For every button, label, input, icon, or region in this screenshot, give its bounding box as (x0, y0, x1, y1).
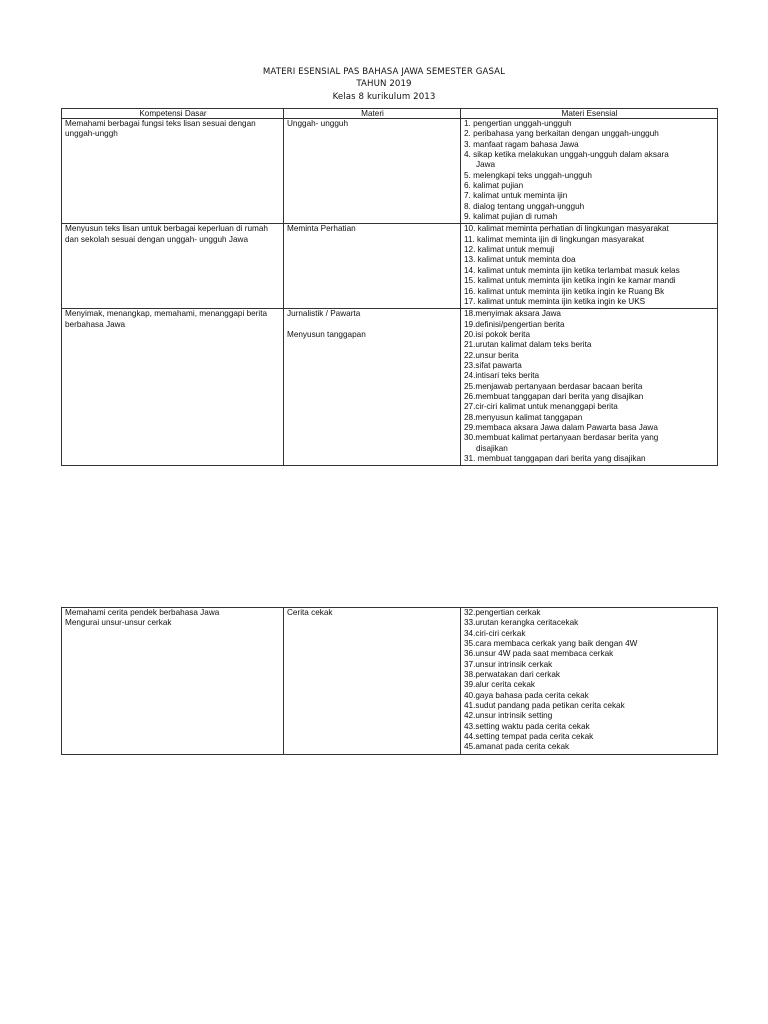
list-item: 17. kalimat untuk meminta ijin ketika ingin ke UKS (464, 296, 646, 306)
list-item: 44.setting tempat pada cerita cekak (464, 732, 594, 742)
list-item: 35.cara membaca cerkak yang baik dengan 4W (464, 639, 638, 649)
list-item: 32.pengertian cerkak (464, 608, 541, 617)
list-item: 27.cir-ciri kalimat untuk menanggapi berita (464, 402, 618, 412)
kd-text: Menyimak, menangkap, memahami, menanggapi berita berbahasa Jawa (65, 309, 268, 329)
materi-table-1 (61, 108, 718, 466)
kd-text: Mengurai unsur-unsur cerkak (65, 618, 172, 628)
list-item: 30.membuat kalimat pertanyaan berdasar berita yang (464, 433, 659, 443)
list-item: 31. membuat tanggapan dari berita yang disajikan (464, 454, 646, 463)
materi-text: Jurnalistik / Pawarta (287, 309, 361, 319)
list-item: 14. kalimat untuk meminta ijin ketika terlambat masuk kelas (464, 265, 680, 275)
list-item: 42.unsur intrinsik setting (464, 711, 553, 721)
materi-table-2 (61, 607, 718, 755)
esensial-list (464, 309, 715, 464)
list-item-continuation: disajikan (476, 443, 508, 453)
esensial-cell (461, 119, 718, 224)
list-item: 18.menyimak aksara Jawa (464, 309, 561, 319)
list-item: 3. manfaat ragam bahasa Jawa (464, 139, 579, 149)
list-item: 40.gaya bahasa pada cerita cekak (464, 690, 589, 700)
esensial-list (464, 224, 715, 307)
kd-cell (62, 119, 284, 224)
kd-cell (62, 608, 284, 755)
esensial-list (464, 119, 715, 222)
list-item: 16. kalimat untuk meminta ijin ketika ingin ke Ruang Bk (464, 286, 665, 296)
header-materi: Materi (284, 109, 461, 119)
materi-text: Cerita cekak (287, 608, 333, 617)
list-item: 34.ciri-ciri cerkak (464, 628, 526, 638)
document-title (0, 66, 768, 103)
list-item: 28.menyusun kalimat tanggapan (464, 412, 583, 422)
list-item: 21.urutan kalimat dalam teks berita (464, 340, 592, 350)
title-line-2: TAHUN 2019 (356, 79, 412, 90)
table-row (62, 224, 718, 309)
kd-text: Memahami cerita pendek berbahasa Jawa (65, 608, 220, 617)
materi-cell (284, 119, 461, 224)
list-item: 19.definisi/pengertian berita (464, 319, 565, 329)
list-item: 43.setting waktu pada cerita cekak (464, 721, 590, 731)
table-header-row (62, 109, 718, 119)
list-item: 13. kalimat untuk meminta doa (464, 255, 576, 265)
list-item: 12. kalimat untuk memuji (464, 245, 555, 255)
materi-text: Meminta Perhatian (287, 224, 356, 234)
title-line-3: Kelas 8 kurikulum 2013 (332, 91, 436, 102)
list-item: 23.sifat pawarta (464, 360, 522, 370)
list-item: 9. kalimat pujian di rumah (464, 212, 558, 222)
list-item: 36.unsur 4W pada saat membaca cerkak (464, 649, 614, 659)
list-item: 37.unsur intrinsik cerkak (464, 659, 553, 669)
materi-cell (284, 224, 461, 309)
kd-text: Memahami berbagai fungsi teks lisan sesuai dengan unggah-unggh (65, 119, 256, 139)
materi-cell (284, 608, 461, 755)
kd-text: Menyusun teks lisan untuk berbagai keperluan di rumah dan sekolah sesuai dengan unggah- ungguh Jawa (65, 224, 268, 244)
list-item: 1. pengertian unggah-ungguh (464, 119, 572, 128)
list-item: 29.membaca aksara Jawa dalam Pawarta basa Jawa (464, 422, 658, 432)
list-item: 11. kalimat meminta ijin di lingkungan masyarakat (464, 234, 645, 244)
materi-cell (284, 309, 461, 466)
list-item: 38.perwatakan dari cerkak (464, 670, 561, 680)
esensial-cell (461, 608, 718, 755)
list-item-continuation: Jawa (476, 160, 496, 170)
list-item: 5. melengkapi teks unggah-ungguh (464, 170, 592, 180)
table-row (62, 119, 718, 224)
list-item: 33.urutan kerangka ceritacekak (464, 618, 579, 628)
title-line-1: MATERI ESENSIAL PAS BAHASA JAWA SEMESTER GASAL (262, 67, 506, 77)
header-materi-esensial: Materi Esensial (461, 109, 718, 119)
list-item: 10. kalimat meminta perhatian di lingkungan masyarakat (464, 224, 669, 234)
list-item: 25.menjawab pertanyaan berdasar bacaan berita (464, 381, 643, 391)
materi-text: Menyusun tanggapan (287, 329, 366, 339)
list-item: 8. dialog tentang unggah-ungguh (464, 201, 585, 211)
kd-cell (62, 309, 284, 466)
table-row (62, 608, 718, 755)
esensial-cell (461, 309, 718, 466)
esensial-cell (461, 224, 718, 309)
list-item: 2. peribahasa yang berkaitan dengan unggah-ungguh (464, 129, 659, 139)
header-kompetensi-dasar: Kompetensi Dasar (62, 109, 284, 119)
list-item: 7. kalimat untuk meminta ijin (464, 191, 568, 201)
list-item: 39.alur cerita cekak (464, 680, 535, 690)
list-item: 6. kalimat pujian (464, 181, 524, 191)
kd-cell (62, 224, 284, 309)
list-item: 15. kalimat untuk meminta ijin ketika ingin ke kamar mandi (464, 276, 676, 286)
list-item: 24.intisari teks berita (464, 371, 540, 381)
materi-text: Unggah- ungguh (287, 119, 349, 128)
list-item: 4. sikap ketika melakukan unggah-ungguh dalam aksara (464, 150, 669, 160)
list-item: 45.amanat pada cerita cekak (464, 742, 570, 752)
list-item (464, 444, 715, 454)
table-row (62, 309, 718, 466)
list-item: 26.membuat tanggapan dari berita yang disajikan (464, 391, 644, 401)
list-item: 22.unsur berita (464, 350, 519, 360)
list-item: 20.isi pokok berita (464, 329, 530, 339)
list-item (464, 160, 715, 170)
esensial-list (464, 608, 715, 753)
list-item: 41.sudut pandang pada petikan cerita cekak (464, 701, 625, 711)
